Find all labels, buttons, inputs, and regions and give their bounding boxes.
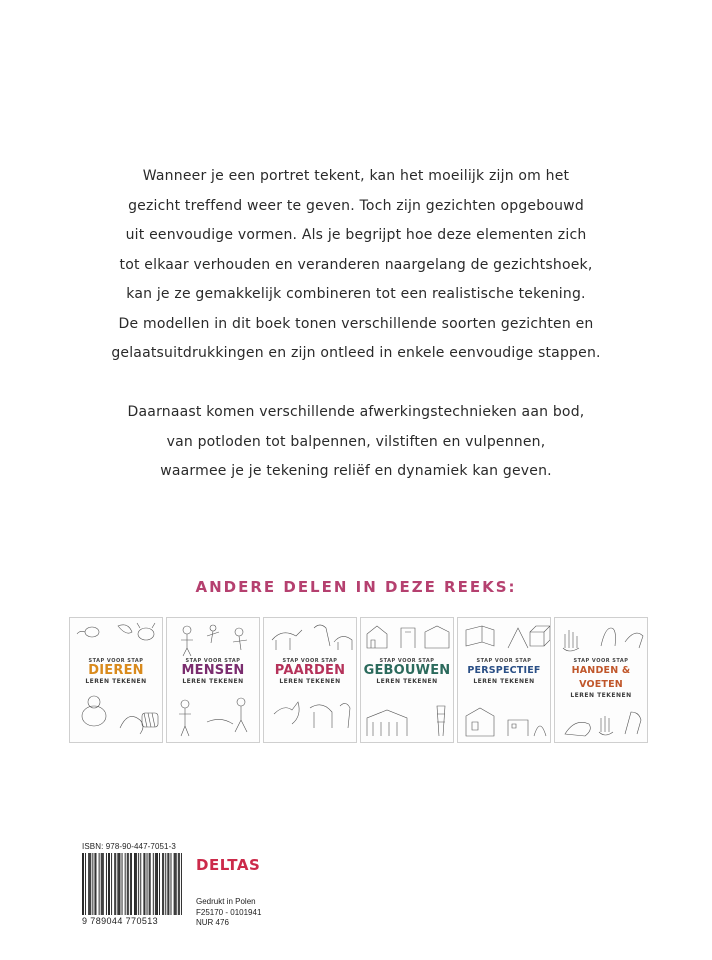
barcode-bar (131, 853, 132, 915)
barcode-bar (162, 853, 163, 915)
barcode-digits: 9 789044 770513 (82, 916, 159, 926)
barcode-bar (145, 853, 146, 915)
barcode-bar (114, 853, 115, 915)
print-code: F25170 - 0101941 (196, 907, 262, 917)
barcode-bar (179, 853, 180, 915)
barcode-bar (181, 853, 182, 915)
barcode-bar (143, 853, 144, 915)
barcode-bar (115, 853, 116, 915)
barcode-bar (128, 853, 129, 915)
cover-series-label: STAP VOOR STAP (476, 658, 532, 664)
intro-line: tot elkaar verhouden en veranderen naargelang de gezichtshoek, (119, 256, 593, 273)
barcode-bar (108, 853, 109, 915)
print-info (196, 897, 261, 929)
intro-line: waarmee je je tekening reliëf en dynamiek kan geven. (160, 463, 552, 479)
intro-line: uit eenvoudige vormen. Als je begrijpt hoe deze elementen zich (125, 227, 587, 243)
book-cover-handen-voeten (554, 617, 648, 743)
barcode-block (82, 842, 182, 926)
intro-text (0, 162, 712, 487)
barcode-bar (111, 853, 112, 915)
cover-series-label: STAP VOOR STAP (185, 658, 241, 664)
intro-line: Daarnaast komen verschillende afwerkingstechnieken aan bod, (127, 404, 585, 420)
cover-title: MENSEN (181, 663, 245, 678)
isbn-label: ISBN: 978-90-447-7051-3 (82, 842, 176, 851)
barcode-bar (101, 853, 102, 915)
series-heading: ANDERE DELEN IN DEZE REEKS: (195, 578, 517, 596)
barcode-bar (106, 853, 107, 915)
intro-line: kan je ze gemakkelijk combineren tot een realistische tekening. (126, 286, 586, 302)
barcode-bar (118, 853, 119, 915)
barcode-bar (102, 853, 103, 915)
barcode-bar (134, 853, 135, 915)
cover-subtitle: LEREN TEKENEN (376, 678, 438, 685)
intro-line: De modellen in dit boek tonen verschillende soorten gezichten en (118, 315, 594, 332)
cover-series-label: STAP VOOR STAP (573, 658, 629, 664)
barcode-bar (88, 853, 89, 915)
barcode-bar (157, 853, 158, 915)
barcode-bar (171, 853, 172, 915)
barcode-bar (95, 853, 96, 915)
intro-line: van potloden tot balpennen, vilstiften en vulpennen, (166, 433, 546, 450)
barcode-bar (96, 853, 97, 915)
intro-line: Wanneer je een portret tekent, kan het moeilijk zijn om het (142, 168, 570, 184)
publisher-logo: DELTAS (196, 856, 261, 874)
barcode-bar (99, 853, 100, 915)
barcode-bar (109, 853, 110, 915)
intro-line: gezicht treffend weer te geven. Toch zijn gezichten opgebouwd (128, 197, 584, 214)
barcode-bar (82, 853, 83, 915)
nur-code: NUR 476 (196, 918, 229, 927)
barcode-bar (130, 853, 131, 915)
barcode-bar (165, 853, 166, 915)
cover-title: DIEREN (88, 663, 144, 678)
barcode-bar (140, 853, 141, 915)
barcode-bar (83, 853, 84, 915)
barcode-bar (176, 853, 177, 915)
barcode-bar (117, 853, 118, 915)
book-cover-gebouwen (360, 617, 454, 743)
barcode-bar (150, 853, 151, 915)
barcode-icon (82, 853, 182, 915)
barcode-bar (92, 853, 93, 915)
cover-subtitle: LEREN TEKENEN (279, 678, 341, 685)
barcode-bar (163, 853, 164, 915)
barcode-bar (136, 853, 137, 915)
cover-subtitle: LEREN TEKENEN (85, 678, 147, 685)
book-cover-perspectief (457, 617, 551, 743)
barcode-bar (178, 853, 179, 915)
barcode-bar (85, 853, 86, 915)
barcode-bar (90, 853, 91, 915)
barcode-bar (153, 853, 154, 915)
cover-series-label: STAP VOOR STAP (88, 658, 144, 664)
intro-paragraph-1 (0, 162, 712, 369)
barcode-bar (89, 853, 90, 915)
barcode-bar (155, 853, 156, 915)
cover-title: GEBOUWEN (363, 663, 451, 678)
cover-title: PAARDEN (274, 663, 346, 678)
barcode-bar (174, 853, 175, 915)
cover-series-label: STAP VOOR STAP (379, 658, 435, 664)
barcode-bar (168, 853, 169, 915)
cover-subtitle: LEREN TEKENEN (473, 678, 535, 685)
cover-subtitle: LEREN TEKENEN (570, 692, 632, 699)
barcode-bar (103, 853, 104, 915)
barcode-bar (167, 853, 168, 915)
series-covers (69, 617, 648, 743)
barcode-bar (156, 853, 157, 915)
book-cover-mensen (166, 617, 260, 743)
book-cover-paarden (263, 617, 357, 743)
barcode-bar (138, 853, 139, 915)
barcode-bar (159, 853, 160, 915)
cover-series-label: STAP VOOR STAP (282, 658, 338, 664)
cover-title: HANDEN & VOETEN (571, 665, 631, 690)
intro-paragraph-2 (0, 398, 712, 487)
book-cover-dieren (69, 617, 163, 743)
cover-title: PERSPECTIEF (467, 665, 541, 676)
barcode-bar (149, 853, 150, 915)
barcode-bar (125, 853, 126, 915)
barcode-bar (127, 853, 128, 915)
barcode-bar (175, 853, 176, 915)
barcode-bar (147, 853, 148, 915)
barcode-bar (122, 853, 123, 915)
cover-subtitle: LEREN TEKENEN (182, 678, 244, 685)
intro-line: gelaatsuitdrukkingen en zijn ontleed in enkele eenvoudige stappen. (111, 345, 601, 361)
barcode-bar (135, 853, 136, 915)
print-country: Gedrukt in Polen (196, 897, 256, 906)
barcode-bar (120, 853, 121, 915)
